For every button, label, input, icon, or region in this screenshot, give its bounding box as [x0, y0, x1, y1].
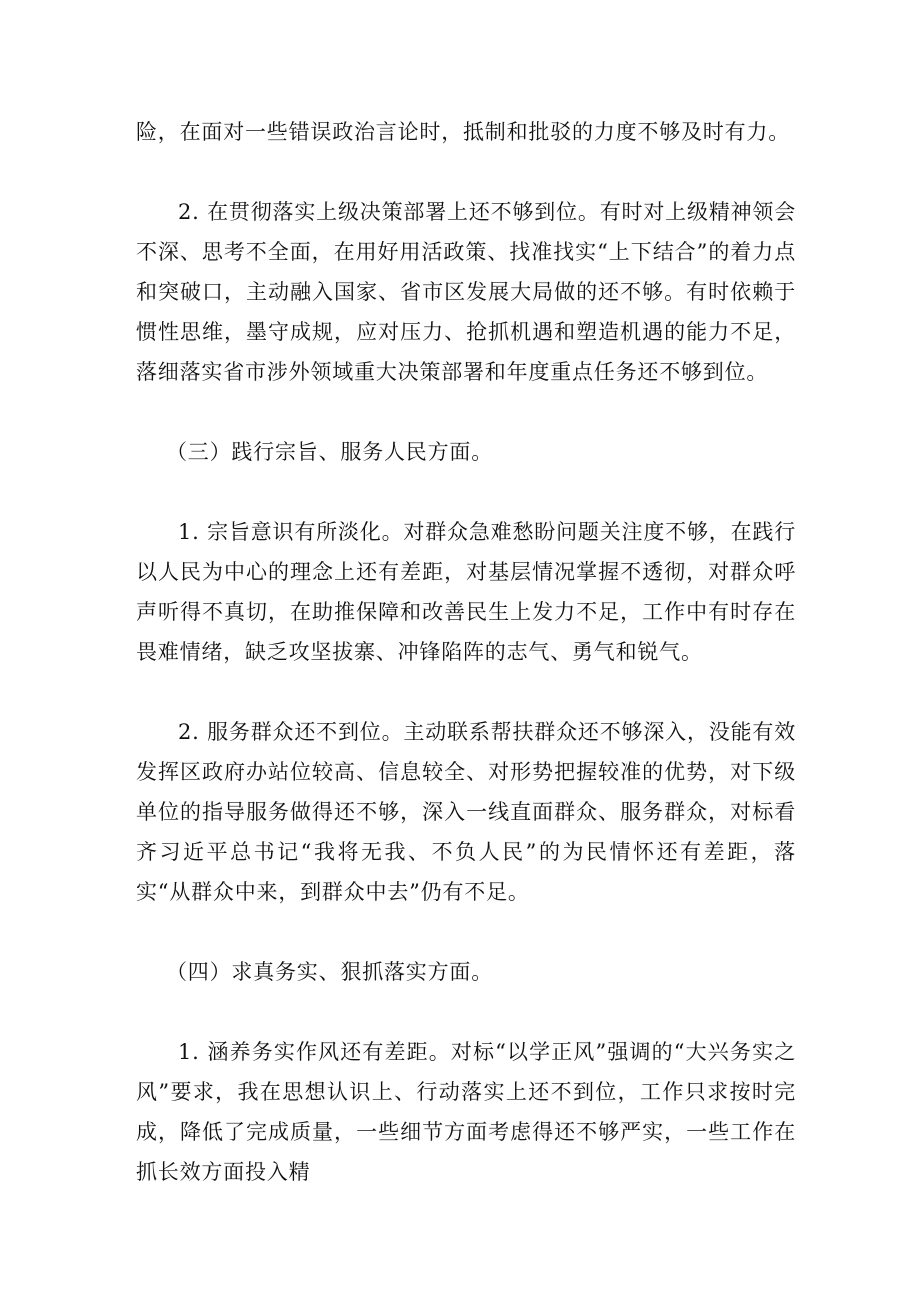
- paragraph-item-1-purpose-awareness: 1. 宗旨意识有所淡化。对群众急难愁盼问题关注度不够，在践行以人民为中心的理念上还有差距，对基层情况掌握不透彻，对群众呼声听得不真切，在助推保障和改善民生上发力不足，工作中有时存在畏难情绪，缺乏攻坚拔寨、冲锋陷阵的志气、勇气和锐气。: [136, 520, 796, 664]
- paragraph-item-1-practical-style: 1. 涵养务实作风还有差距。对标“以学正风”强调的“大兴务实之风”要求，我在思想认识上、行动落实上还不到位，工作只求按时完成，降低了完成质量，一些细节方面考虑得还不够严实，一些工作在抓长效方面投入精: [136, 1040, 796, 1184]
- paragraph-continuation: 险，在面对一些错误政治言论时，抵制和批驳的力度不够及时有力。: [136, 120, 790, 144]
- paragraph-item-2-decision-implementation: 2. 在贯彻落实上级决策部署上还不够到位。有时对上级精神领会不深、思考不全面，在用好用活政策、找准找实“上下结合”的着力点和突破口，主动融入国家、省市区发展大局做的还不够。有时依赖于惯性思维，墨守成规，应对压力、抢抓机遇和塑造机遇的能力不足，落细落实省市涉外领域重大决策部署和年度重点任务还不够到位。: [136, 200, 796, 384]
- section-heading-4: （四）求真务实、狠抓落实方面。: [166, 960, 493, 984]
- section-heading-3: （三）践行宗旨、服务人民方面。: [166, 440, 493, 464]
- paragraph-item-2-serving-masses: 2. 服务群众还不到位。主动联系帮扶群众还不够深入，没能有效发挥区政府办站位较高、信息较全、对形势把握较准的优势，对下级单位的指导服务做得还不够，深入一线直面群众、服务群众，对标看齐习近平总书记“我将无我、不负人民”的为民情怀还有差距，落实“从群众中来，到群众中去”仍有不足。: [136, 720, 796, 904]
- document-body: [136, 112, 796, 1192]
